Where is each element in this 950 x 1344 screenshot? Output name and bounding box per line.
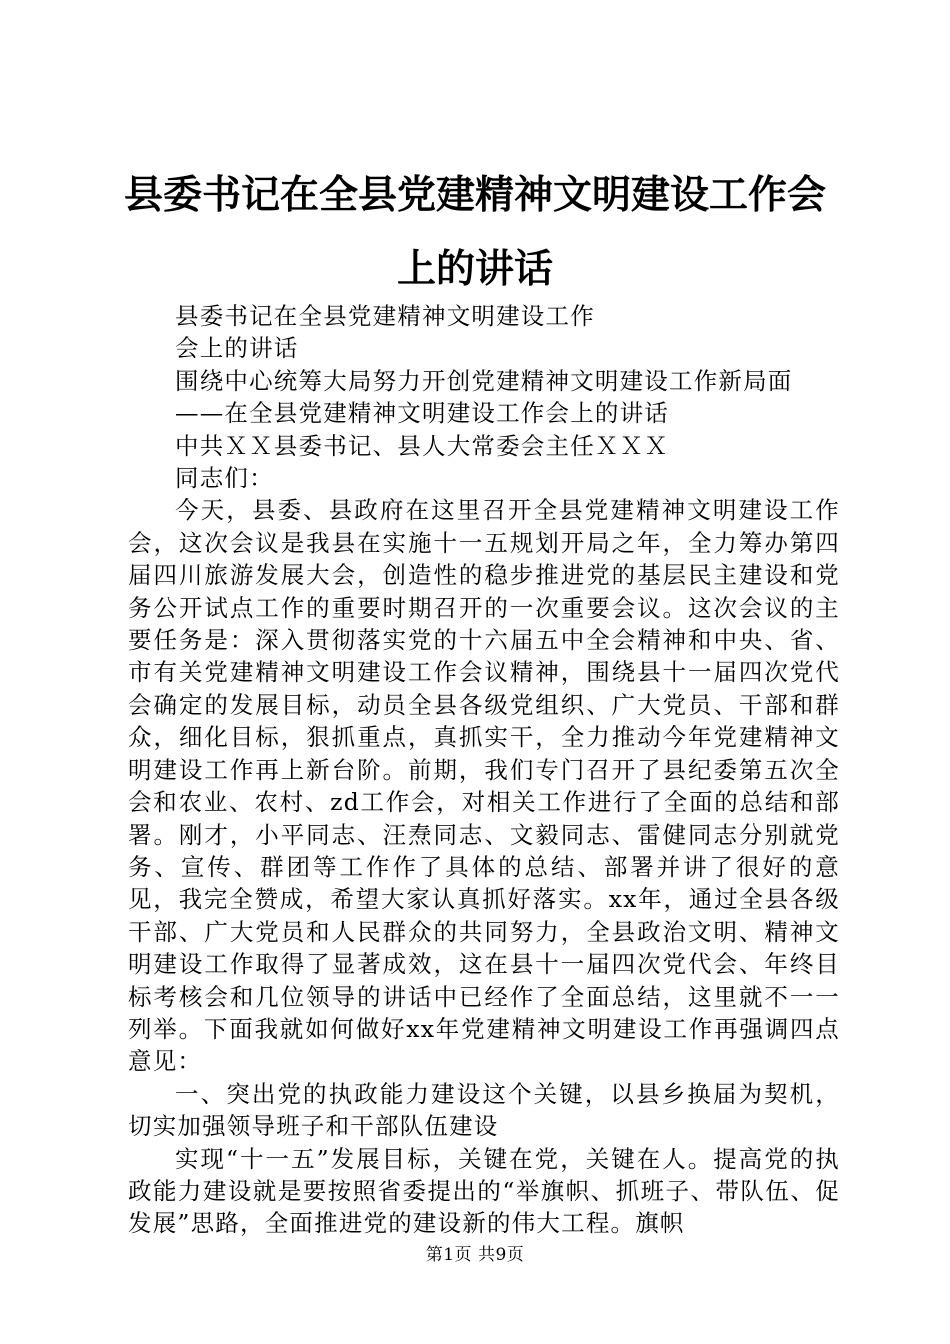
- paragraph: 实现“十一五”发展目标，关键在党，关键在人。提高党的执政能力建设就是要按照省委提出的“举旗帜、抓班子、带队伍、促发展”思路，全面推进党的建设新的伟大工程。旗帜: [128, 1144, 840, 1238]
- paragraph: 同志们：: [175, 464, 274, 493]
- paragraph: 围绕中心统筹大局努力开创党建精神文明建设工作新局面: [175, 366, 793, 395]
- document-body: [128, 300, 840, 1240]
- paragraph: 会上的讲话: [175, 334, 299, 363]
- paragraph: 今天，县委、县政府在这里召开全县党建精神文明建设工作会，这次会议是我县在实施十一五规划开局之年，全力筹办第四届四川旅游发展大会，创造性的稳步推进党的基层民主建设和党务公开试点工作的重要时期召开的一次重要会议。这次会议的主要任务是：深入贯彻落实党的十六届五中全会精神和中央、省、市有关党建精神文明建设工作会议精神，围绕县十一届四次党代会确定的发展目标，动员全县各级党组织、广大党员、干部和群众，细化目标，狠抓重点，真抓实干，全力推动今年党建精神文明建设工作再上新台阶。前期，我们专门召开了县纪委第五次全会和农业、农村、zd工作会，对相关工作进行了全面的总结和部署。刚才，小平同志、汪焘同志、文毅同志、雷健同志分别就党务、宣传、群团等工作作了具体的总结、部署并讲了很好的意见，我完全赞成，希望大家认真抓好落实。xx年，通过全县各级干部、广大党员和人民群众的共同努力，全县政治文明、精神文明建设工作取得了显著成效，这在县十一届四次党代会、年终目标考核会和几位领导的讲话中已经作了全面总结，这里就不一一列举。下面我就如何做好xx年党建精神文明建设工作再强调四点意见：: [128, 496, 840, 1076]
- document-title: 县委书记在全县党建精神文明建设工作会上的讲话: [123, 172, 826, 292]
- paragraph: 中共ＸＸ县委书记、县人大常委会主任ＸＸＸ: [175, 431, 669, 460]
- paragraph: ——在全县党建精神文明建设工作会上的讲话: [175, 399, 669, 428]
- page-number: 第1页 共9页: [425, 1245, 525, 1265]
- paragraph: 一、突出党的执政能力建设这个关键，以县乡换届为契机，切实加强领导班子和干部队伍建设: [128, 1079, 840, 1141]
- paragraph: 县委书记在全县党建精神文明建设工作: [175, 302, 595, 330]
